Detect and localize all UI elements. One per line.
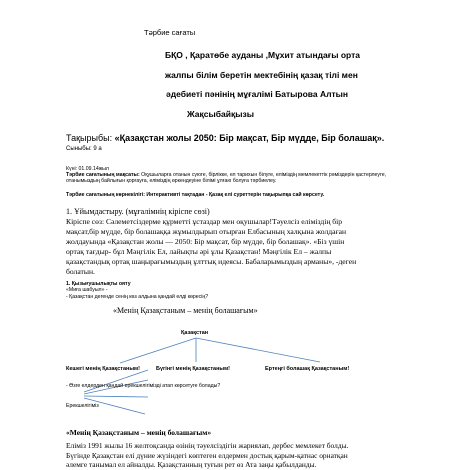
grade-label: Сыныбы: 9 а bbox=[66, 146, 102, 152]
topic-prefix: Тақырыбы: bbox=[66, 133, 115, 143]
connector-right bbox=[196, 338, 320, 362]
diagram-title: «Менің Қазақстаным – менің болашағым» bbox=[113, 306, 258, 315]
closing-line-3: әлемге танымал ел айналды. Қазақстанның туғын рет өз Ата заңы қабылданды. bbox=[66, 460, 317, 470]
author-line-4: Жақсыбайқызы bbox=[187, 109, 254, 119]
closing-line-1: Еліміз 1991 жылы 16 желтоқсанда өзінің тәуелсіздігін жариялап, дербес мемлекет болды. bbox=[66, 441, 349, 450]
closing-title: «Менің Қазақстаным – менің болашағым» bbox=[66, 428, 212, 437]
section1-heading: 1. Ұйымдастыру. (мұғалімнің кіріспе сөзі) bbox=[66, 207, 210, 216]
section1-line-3: жолдауында «Қазақстан жолы — 2050: Бір мақсат, бір мүдде, бір болашақ». «Біз үшін bbox=[66, 237, 345, 246]
header-label: Тәрбие сағаты bbox=[144, 28, 196, 37]
author-line-1: БҚО , Қаратөбе ауданы ,Мұхит атындағы орта bbox=[165, 50, 361, 60]
section1-line-5: қазақстандық ортақ шаңырағымыздың ұлттық идеясы. Бабаларымыздың арманы», -деген bbox=[66, 257, 357, 266]
section1-line-1: Кіріспе сөз: Сәлеметсіздерме құрметті ұстаздар мен оқушылар!Тәуелсіз еліміздің бір bbox=[66, 217, 343, 226]
feature-arrow-3 bbox=[84, 396, 148, 397]
date-label: Күні: 01.09.14жыл bbox=[66, 166, 109, 172]
diagram-branch-1: Кешегі менің Қазақстаным! bbox=[66, 366, 140, 372]
section1-line-4: ортақ тағдыр- бұл Мәңгілік Ел, лайықты әрі ұлы Қазақстан! Мәңгілік Ел – жалпы bbox=[66, 247, 332, 256]
diagram-branch-2: Бүгінгі менің Қазақстаным! bbox=[156, 366, 231, 372]
visual-aids-label: Тәрбие сағатының көрнекілігі: Интерактивті тақтадан - Қазақ елі суреттерін тақырыпқа сай көрсету. bbox=[66, 192, 325, 198]
closing-line-2: Бүгінде Қазақстан елі дүние жүзіндегі көптеген елдермен достық қарым-қатнас орнатқан bbox=[66, 450, 348, 460]
activity-sub2: - Қазақстан дегенде сенің көз алдына қандай елді көресің? bbox=[66, 294, 209, 300]
section1-line-2: мақсат,бір мүдде, бір болашаққа жұмылдырып отырған Елбасының халқына жолдаған bbox=[66, 227, 347, 236]
author-line-3: әдебиеті пәнінің мұғалімі Батырова Алтын bbox=[166, 89, 349, 99]
section1-line-6: болатын. bbox=[66, 267, 95, 276]
goal-label: Тәрбие сағатының мақсаты: bbox=[66, 172, 140, 178]
activity-heading: 1. Қызығушылықты ояту bbox=[66, 281, 131, 287]
question-text: - Өзге елдерден қандай ерекшелігімізді атап көрсетуге болады? bbox=[66, 383, 221, 389]
diagram-center: Қазақстан bbox=[181, 330, 209, 336]
closing-body bbox=[66, 441, 348, 470]
goal-text: Оқушыларға отанын сүюге, бірлікке, ел тарихын білуге, еліміздің мемлекеттік рәміздерін қастерлеуге, отанымыздың байлығын қорғауға, еліміздің өркендеуіне білімі ұлғаю болуға тәрбиелеу. bbox=[66, 172, 387, 185]
topic-title-text: «Қазақстан жолы 2050: Бір мақсат, Бір мүдде, Бір болашақ». bbox=[114, 133, 385, 143]
author-line-2: жалпы білім беретін мектебінің қазақ тілі мен bbox=[165, 70, 358, 80]
connector-left bbox=[120, 338, 196, 363]
activity-sub1: «Миға шабуыл» - bbox=[66, 287, 108, 293]
diagram-branch-3: Ертеңгі болашақ Қазақстаным! bbox=[265, 366, 350, 372]
features-label: Ерекшелігіміз bbox=[66, 403, 99, 409]
